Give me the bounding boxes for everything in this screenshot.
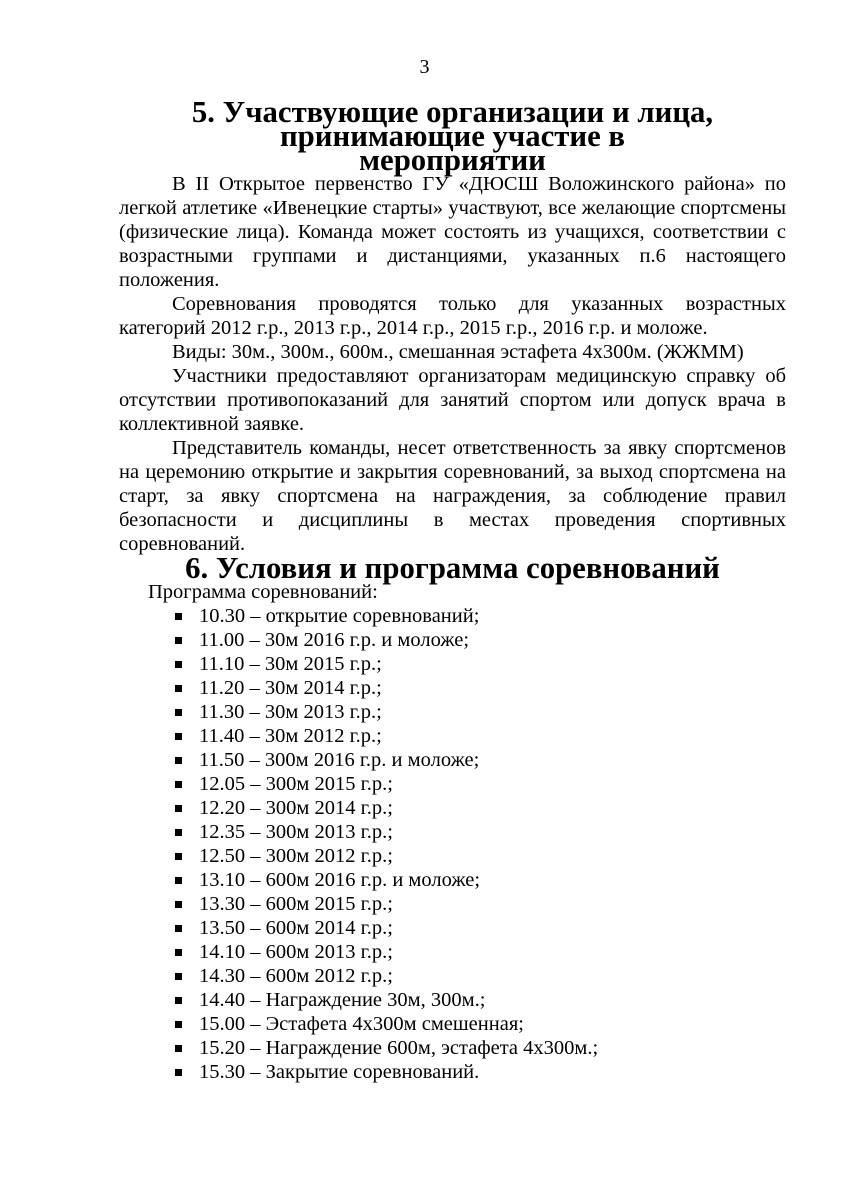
program-item [119, 940, 786, 964]
program-item-text: 13.50 – 600м 2014 г.р.; [199, 917, 393, 939]
square-bullet-icon [175, 949, 182, 956]
program-item [119, 676, 786, 700]
program-item-text: 11.30 – 30м 2013 г.р.; [199, 701, 382, 723]
section-5-paragraph: Соревнования проводятся только для указанных возрастных категорий 2012 г.р., 2013 г.р., 2014 г.р., 2015 г.р., 2016 г.р. и моложе. [119, 293, 786, 339]
square-bullet-icon [175, 637, 182, 644]
program-item [119, 868, 786, 892]
program-item-text: 12.35 – 300м 2013 г.р.; [199, 821, 393, 843]
program-item [119, 700, 786, 724]
program-item-text: 15.20 – Награждение 600м, эстафета 4х300м.; [199, 1037, 599, 1059]
program-item [119, 916, 786, 940]
square-bullet-icon [175, 805, 182, 812]
section-5-paragraph: Участники предоставляют организаторам медицинскую справку об отсутствии противопоказаний для занятий спортом или допуск врача в коллективной заявке. [119, 365, 786, 435]
square-bullet-icon [175, 757, 182, 764]
program-item [119, 652, 786, 676]
program-item [119, 724, 786, 748]
square-bullet-icon [175, 613, 182, 620]
square-bullet-icon [175, 853, 182, 860]
program-item-text: 14.40 – Награждение 30м, 300м.; [199, 989, 486, 1011]
program-item [119, 1060, 786, 1084]
program-item-text: 11.50 – 300м 2016 г.р. и моложе; [199, 749, 480, 771]
program-item-text: 12.20 – 300м 2014 г.р.; [199, 797, 393, 819]
program-item-text: 15.00 – Эстафета 4х300м смешенная; [199, 1013, 524, 1035]
square-bullet-icon [175, 973, 182, 980]
section-5-paragraph: Представитель команды, несет ответственность за явку спортсменов на церемонию открытие и закрытия соревнований, за выход спортсмена на старт, за явку спортсмена на награждения, за соблюдение правил безопасности и дисциплины в местах проведения спортивных соревнований. [119, 437, 786, 555]
square-bullet-icon [175, 829, 182, 836]
program-item-text: 11.10 – 30м 2015 г.р.; [199, 653, 382, 675]
program-item-text: 14.30 – 600м 2012 г.р.; [199, 965, 393, 987]
program-item [119, 796, 786, 820]
program-item [119, 988, 786, 1012]
program-list [119, 604, 786, 1084]
program-item [119, 628, 786, 652]
program-item [119, 820, 786, 844]
program-item [119, 892, 786, 916]
program-item-text: 11.00 – 30м 2016 г.р. и моложе; [199, 629, 470, 651]
square-bullet-icon [175, 997, 182, 1004]
square-bullet-icon [175, 1045, 182, 1052]
program-item [119, 844, 786, 868]
program-item [119, 1036, 786, 1060]
program-item-text: 11.40 – 30м 2012 г.р.; [199, 725, 382, 747]
section-5-paragraph: Виды: 30м., 300м., 600м., смешанная эстафета 4х300м. (ЖЖММ) [172, 341, 744, 363]
section-6-title: 6. Условия и программа соревнований [185, 551, 720, 585]
program-item-text: 15.30 – Закрытие соревнований. [199, 1061, 480, 1083]
page-number: 3 [419, 56, 430, 78]
program-item [119, 964, 786, 988]
section-5-paragraph: В II Открытое первенство ГУ «ДЮСШ Воложинского района» по легкой атлетике «Ивенецкие старты» участвуют, все желающие спортсмены (физические лица). Команда может состоять из учащихся, соответствии с возрастными группами и дистанциями, указанных п.6 настоящего положения. [119, 173, 786, 291]
square-bullet-icon [175, 733, 182, 740]
square-bullet-icon [175, 925, 182, 932]
section-5-title [119, 95, 786, 177]
section-5-title-line-1: 5. Участвующие организации и лица, принимающие участие в [191, 95, 714, 153]
square-bullet-icon [175, 1069, 182, 1076]
square-bullet-icon [175, 877, 182, 884]
program-item [119, 1012, 786, 1036]
program-item-text: 12.50 – 300м 2012 г.р.; [199, 845, 393, 867]
program-title: Программа соревнований: [148, 581, 378, 603]
square-bullet-icon [175, 709, 182, 716]
square-bullet-icon [175, 661, 182, 668]
square-bullet-icon [175, 685, 182, 692]
program-item-text: 12.05 – 300м 2015 г.р.; [199, 773, 393, 795]
program-item [119, 748, 786, 772]
program-item-text: 10.30 – открытие соревнований; [199, 605, 480, 627]
square-bullet-icon [175, 781, 182, 788]
page-content [119, 95, 786, 1084]
program-item [119, 604, 786, 628]
program-item-text: 11.20 – 30м 2014 г.р.; [199, 677, 382, 699]
program-item [119, 772, 786, 796]
section-5-title-line-2: мероприятии [359, 143, 546, 177]
square-bullet-icon [175, 901, 182, 908]
program-item-text: 14.10 – 600м 2013 г.р.; [199, 941, 393, 963]
square-bullet-icon [175, 1021, 182, 1028]
program-item-text: 13.10 – 600м 2016 г.р. и моложе; [199, 869, 481, 891]
program-item-text: 13.30 – 600м 2015 г.р.; [199, 893, 393, 915]
